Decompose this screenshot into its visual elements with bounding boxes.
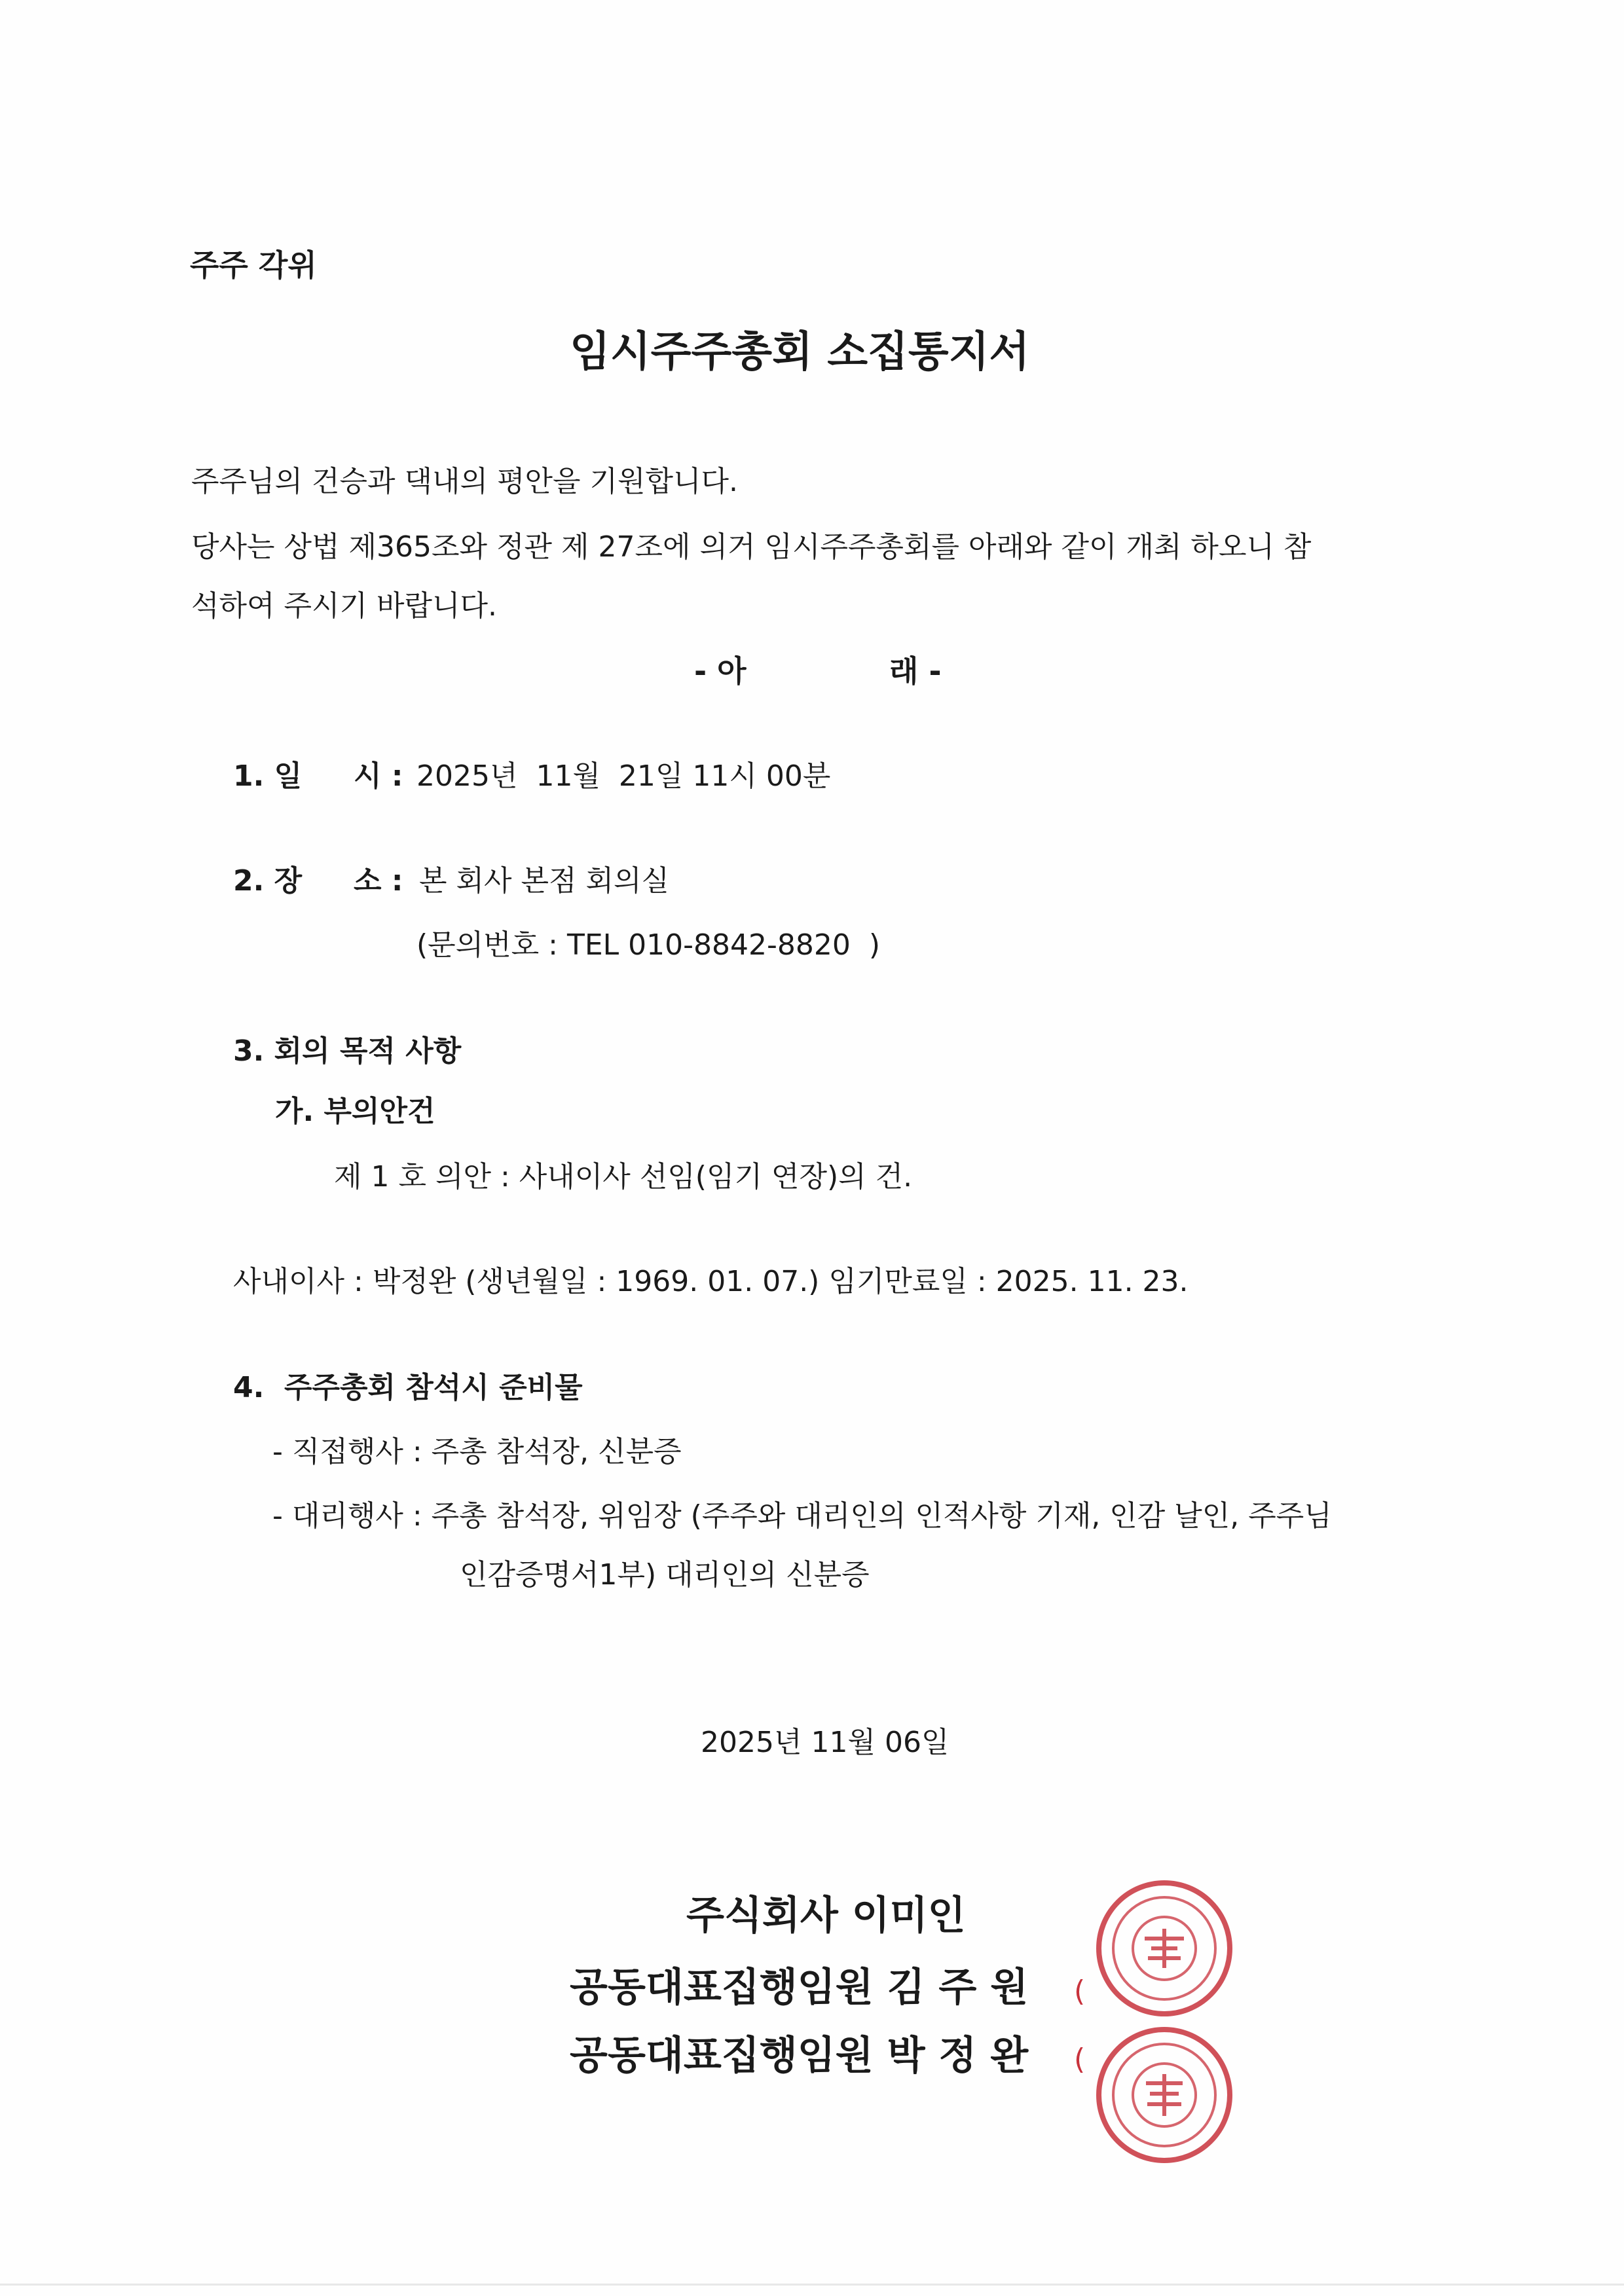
corporate-seal-2 xyxy=(1092,2023,1236,2167)
notice-marker-right: 래 - xyxy=(889,653,942,689)
seal-note-1: ( xyxy=(1074,1975,1086,2008)
prep-proxy-line-1: - 대리행사 : 주총 참석장, 위임장 (주주와 대리인의 인적사항 기재, 인감 날인, 주주님 xyxy=(272,1499,1332,1533)
document-title: 임시주주총회 소집통지서 xyxy=(570,328,1030,376)
intro-line-3: 석하여 주시기 바랍니다. xyxy=(191,589,497,623)
agenda-motion: 제 1 호 의안 : 사내이사 선임(임기 연장)의 건. xyxy=(334,1160,913,1194)
intro-line-1: 주주님의 건승과 댁내의 평안을 기원합니다. xyxy=(191,465,739,498)
agenda-director: 사내이사 : 박정완 (생년월일 : 1969. 01. 07.) 임기만료일 : 2025. 11. 23. xyxy=(233,1265,1189,1298)
issue-date: 2025년 11월 06일 xyxy=(701,1726,950,1759)
item-place-contact: (문의번호 : TEL 010-8842-8820 ) xyxy=(416,928,880,962)
corporate-seal-1 xyxy=(1092,1876,1236,2020)
item-place-number: 2. 장 xyxy=(233,864,303,898)
prep-heading: 4. 주주총회 참석시 준비물 xyxy=(233,1371,583,1404)
agenda-heading: 3. 회의 목적 사항 xyxy=(233,1034,462,1068)
representative-2: 공동대표집행임원 박 정 완 xyxy=(570,2033,1029,2079)
company-name: 주식회사 이미인 xyxy=(686,1893,966,1939)
seal-note-2: ( xyxy=(1074,2043,1086,2076)
prep-proxy-line-2: 인감증명서1부) 대리인의 신분증 xyxy=(460,1558,870,1592)
item-datetime-number: 1. 일 xyxy=(233,759,303,793)
agenda-sub-heading: 가. 부의안건 xyxy=(275,1095,435,1128)
item-datetime-value: 2025년 11월 21일 11시 00분 xyxy=(416,759,831,793)
item-datetime-label: 시 : xyxy=(354,759,403,793)
intro-line-2: 당사는 상법 제365조와 정관 제 27조에 의거 임시주주총회를 아래와 같이 개최 하오니 참 xyxy=(191,530,1312,564)
scan-edge-line xyxy=(0,2284,1624,2286)
item-place-label: 소 : xyxy=(354,864,403,898)
notice-marker-left: - 아 xyxy=(694,653,747,689)
representative-1: 공동대표집행임원 김 주 원 xyxy=(570,1965,1029,2011)
prep-direct: - 직접행사 : 주총 참석장, 신분증 xyxy=(272,1435,682,1468)
item-place-value: 본 회사 본점 회의실 xyxy=(419,864,669,898)
recipient-line: 주주 각위 xyxy=(190,247,317,283)
